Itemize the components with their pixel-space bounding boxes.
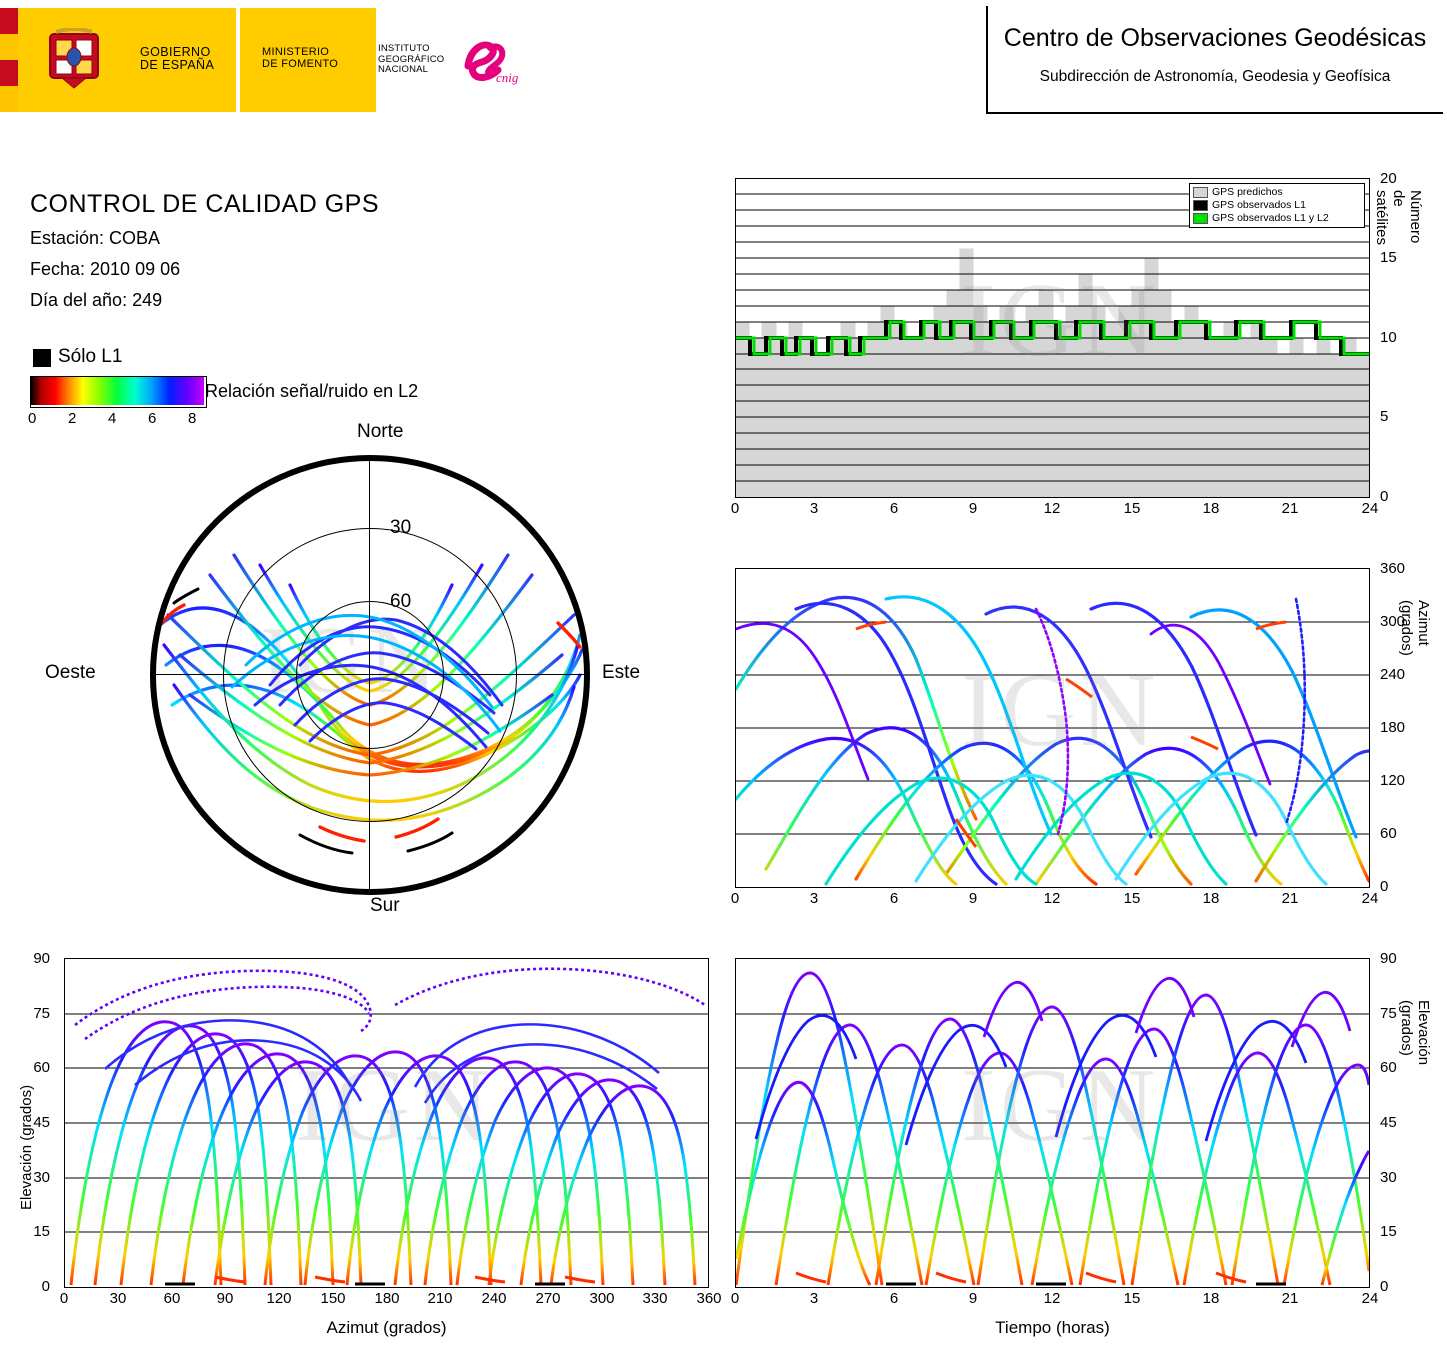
- p1-ytick-5: 5: [1380, 408, 1389, 425]
- header-logo-block: [0, 0, 540, 120]
- p3-xtick-240: 240: [481, 1290, 507, 1307]
- legend-swatch-l1l2: [1193, 213, 1208, 224]
- p3-ytick-15: 15: [33, 1223, 50, 1240]
- p2-xtick-21: 21: [1281, 890, 1299, 907]
- elevation-azimuth-xlabel: Azimut (grados): [326, 1318, 447, 1337]
- p4-xtick-3: 3: [809, 1290, 819, 1307]
- p4-ytick-90: 90: [1380, 950, 1397, 967]
- page-title: CONTROL DE CALIDAD GPS: [30, 190, 380, 218]
- cbar-tick-2: 2: [68, 410, 77, 427]
- watermark-p1: IGN: [961, 261, 1160, 378]
- only-l1-swatch: [33, 349, 51, 367]
- snr-colorbar-ticks: [22, 410, 217, 430]
- p3-ytick-30: 30: [33, 1169, 50, 1186]
- p2-ytick-0: 0: [1380, 878, 1389, 895]
- p4-ytick-45: 45: [1380, 1114, 1397, 1131]
- p1-xtick-9: 9: [968, 500, 978, 517]
- gobierno-label: [140, 46, 214, 72]
- snr-colorbar-label: Relación señal/ruido en L2: [205, 381, 419, 401]
- elevation-ring-60: [296, 601, 444, 749]
- p2-ytick-240: 240: [1380, 666, 1406, 683]
- azimuth-time-plot: [736, 569, 1369, 887]
- skyplot-label-north: Norte: [357, 421, 404, 442]
- skyplot-label-west: Oeste: [45, 662, 96, 683]
- p3-xtick-120: 120: [266, 1290, 292, 1307]
- skyplot-vertical-axis: [369, 455, 370, 895]
- cnig-wordmark: cnig: [496, 70, 519, 85]
- elevation-time-xlabel: Tiempo (horas): [995, 1318, 1110, 1337]
- p4-ytick-15: 15: [1380, 1223, 1397, 1240]
- skyplot-label-south: Sur: [370, 895, 400, 916]
- header-right-rule: [986, 6, 1443, 114]
- elevation-azimuth-xticks: [59, 1290, 722, 1310]
- p3-xtick-30: 30: [109, 1290, 127, 1307]
- p2-xtick-9: 9: [968, 890, 978, 907]
- azimuth-time-xticks: [730, 890, 1379, 910]
- p2-ytick-360: 360: [1380, 560, 1406, 577]
- p1-ytick-15: 15: [1380, 249, 1397, 266]
- satellite-count-chart: [735, 178, 1370, 498]
- p4-ytick-75: 75: [1380, 1005, 1397, 1022]
- header-title: Centro de Observaciones Geodésicas: [1003, 24, 1427, 52]
- p3-xtick-90: 90: [216, 1290, 234, 1307]
- legend-swatch-predichos: [1193, 187, 1208, 198]
- p1-xtick-21: 21: [1281, 500, 1299, 517]
- p1-xtick-6: 6: [889, 500, 899, 517]
- p2-xtick-0: 0: [730, 890, 740, 907]
- p2-xtick-3: 3: [809, 890, 819, 907]
- satellite-count-ylabel: Número de satélites: [1373, 190, 1424, 246]
- elevation-azimuth-chart: [64, 958, 709, 1288]
- ministerio-line1: MINISTERIO: [262, 46, 330, 58]
- p1-ytick-0: 0: [1380, 488, 1389, 505]
- p3-xtick-180: 180: [374, 1290, 400, 1307]
- watermark-p4: IGN: [961, 1046, 1160, 1163]
- p3-xtick-0: 0: [59, 1290, 69, 1307]
- p1-xtick-0: 0: [730, 500, 740, 517]
- ministerio-line2: DE FOMENTO: [262, 58, 339, 70]
- cnig-logo-icon: [460, 38, 534, 88]
- station-label: Estación: COBA: [30, 228, 161, 248]
- p3-xtick-60: 60: [163, 1290, 181, 1307]
- p3-ytick-45: 45: [33, 1114, 50, 1131]
- p3-xtick-330: 330: [642, 1290, 668, 1307]
- p2-xtick-15: 15: [1123, 890, 1141, 907]
- p4-xtick-21: 21: [1281, 1290, 1299, 1307]
- legend-label-l1: GPS observados L1: [1212, 199, 1306, 211]
- watermark-skyplot: IGN: [260, 607, 441, 713]
- p1-ytick-10: 10: [1380, 329, 1397, 346]
- skyplot-horizontal-axis: [150, 674, 590, 675]
- p3-xtick-270: 270: [535, 1290, 561, 1307]
- satellite-count-legend: [1189, 183, 1365, 228]
- p3-ytick-60: 60: [33, 1059, 50, 1076]
- ign-line1: INSTITUTO: [378, 43, 430, 54]
- coat-of-arms-icon: [44, 28, 104, 90]
- legend-swatch-l1: [1193, 200, 1208, 211]
- p4-xtick-6: 6: [889, 1290, 899, 1307]
- p3-xtick-210: 210: [427, 1290, 453, 1307]
- skyplot-chart: [45, 421, 641, 916]
- satellite-count-xticks: [730, 500, 1379, 520]
- cbar-tick-6: 6: [148, 410, 157, 427]
- p3-xtick-360: 360: [696, 1290, 722, 1307]
- elevation-azimuth-ylabel: Elevación (grados): [18, 1084, 35, 1210]
- p4-xtick-0: 0: [730, 1290, 740, 1307]
- legend-row-l1: [1193, 199, 1361, 212]
- p1-xtick-15: 15: [1123, 500, 1141, 517]
- date-label: Fecha: 2010 09 06: [30, 259, 181, 279]
- spain-flag-strip: [0, 8, 18, 112]
- p3-xtick-150: 150: [320, 1290, 346, 1307]
- skyplot-ring-label-60: 60: [390, 591, 412, 612]
- gobierno-line1: GOBIERNO: [140, 45, 211, 59]
- p4-xtick-9: 9: [968, 1290, 978, 1307]
- p3-ytick-75: 75: [33, 1005, 50, 1022]
- p2-xtick-18: 18: [1202, 890, 1220, 907]
- p4-ytick-0: 0: [1380, 1278, 1389, 1295]
- p4-xtick-15: 15: [1123, 1290, 1141, 1307]
- elevation-time-xticks: [730, 1290, 1379, 1310]
- p1-xtick-12: 12: [1043, 500, 1061, 517]
- skyplot-ring-label-30: 30: [390, 517, 412, 538]
- ign-line2: GEOGRÁFICO: [378, 53, 445, 65]
- ministerio-label: [262, 46, 338, 70]
- p2-ytick-180: 180: [1380, 719, 1406, 736]
- elevation-azimuth-plot: [65, 959, 708, 1287]
- legend-label-l1l2: GPS observados L1 y L2: [1212, 212, 1329, 224]
- ign-line3: NACIONAL: [378, 64, 429, 75]
- legend-label-predichos: GPS predichos: [1212, 186, 1283, 198]
- elevation-time-ylabel: Elevación (grados): [1398, 1000, 1432, 1066]
- p3-ytick-0: 0: [41, 1278, 50, 1295]
- header-subtitle: Subdirección de Astronomía, Geodesia y Geofísica: [1039, 68, 1391, 85]
- p2-xtick-24: 24: [1361, 890, 1379, 907]
- skyplot-label-east: Este: [602, 662, 641, 683]
- p4-xtick-24: 24: [1361, 1290, 1379, 1307]
- p3-ytick-90: 90: [33, 950, 50, 967]
- day-of-year-label: Día del año: 249: [30, 290, 163, 310]
- p4-ytick-30: 30: [1380, 1169, 1397, 1186]
- watermark-p2: IGN: [961, 651, 1160, 768]
- p1-xtick-18: 18: [1202, 500, 1220, 517]
- p1-ytick-20: 20: [1380, 170, 1397, 187]
- p2-ytick-120: 120: [1380, 772, 1406, 789]
- cbar-tick-0: 0: [28, 410, 37, 427]
- gobierno-line2: DE ESPAÑA: [140, 58, 215, 72]
- only-l1-label: Sólo L1: [58, 346, 123, 367]
- elevation-time-chart: [735, 958, 1370, 1288]
- azimuth-time-ylabel: Azimut (grados): [1398, 600, 1432, 656]
- cbar-tick-4: 4: [108, 410, 117, 427]
- p2-xtick-12: 12: [1043, 890, 1061, 907]
- p4-ytick-60: 60: [1380, 1059, 1397, 1076]
- snr-colorbar: [30, 376, 207, 408]
- p4-xtick-12: 12: [1043, 1290, 1061, 1307]
- azimuth-time-chart: [735, 568, 1370, 888]
- legend-row-predichos: [1193, 186, 1361, 199]
- p1-xtick-24: 24: [1361, 500, 1379, 517]
- p2-ytick-60: 60: [1380, 825, 1397, 842]
- ign-label: [378, 44, 444, 76]
- p1-xtick-3: 3: [809, 500, 819, 517]
- p3-xtick-300: 300: [589, 1290, 615, 1307]
- p2-xtick-6: 6: [889, 890, 899, 907]
- p4-xtick-18: 18: [1202, 1290, 1220, 1307]
- elevation-time-plot: [736, 959, 1369, 1287]
- p2-ytick-300: 300: [1380, 613, 1406, 630]
- cbar-tick-8: 8: [188, 410, 197, 427]
- legend-row-l1l2: [1193, 212, 1361, 225]
- watermark-p3: IGN: [295, 1046, 494, 1163]
